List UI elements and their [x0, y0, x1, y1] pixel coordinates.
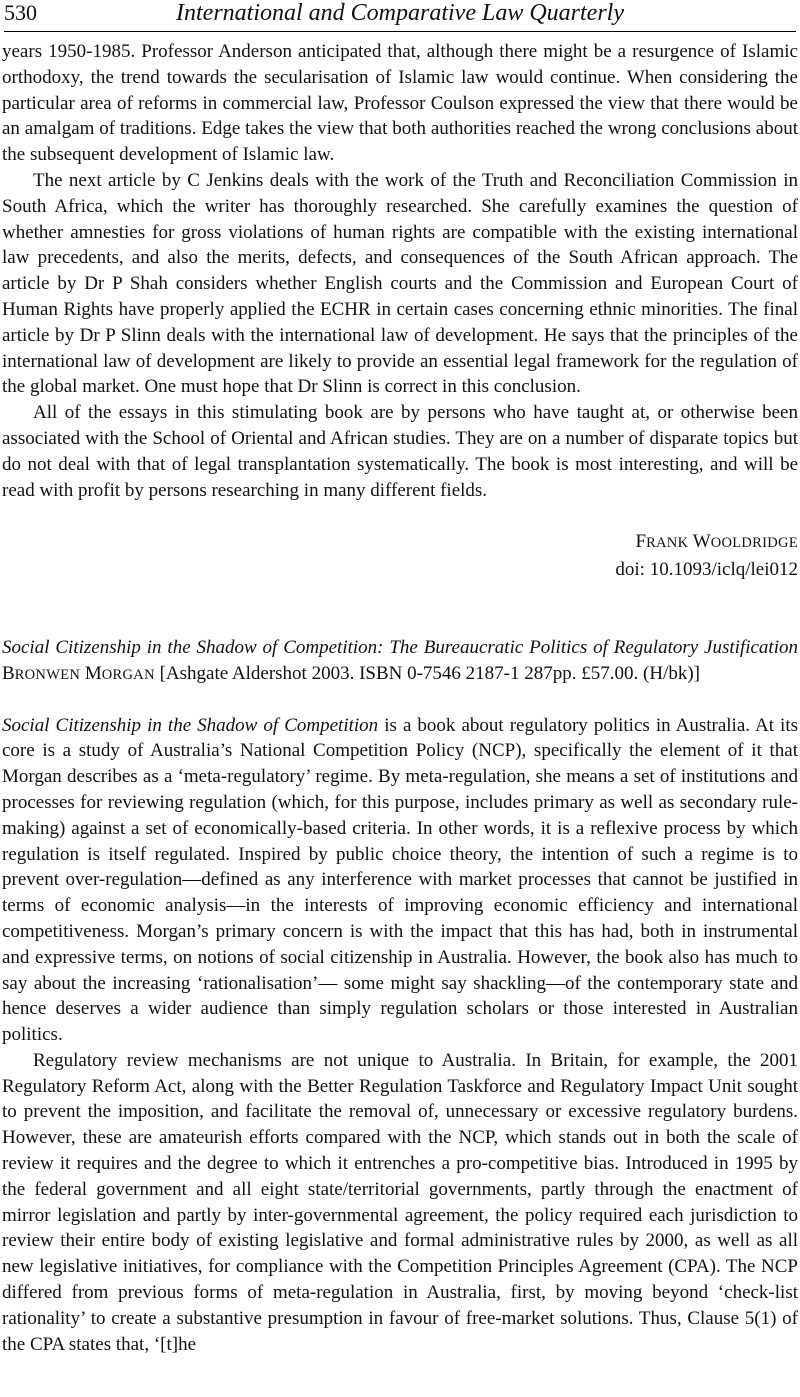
book-author-first-initial: B: [2, 662, 15, 684]
review1-paragraph-2: The next article by C Jenkins deals with the work of the Truth and Reconciliation Commission in South Africa, which the writer has thoroughly researched. She carefully examines the question of whether amnesties for gross violations of human rights are compatible with the existing international law precedents, and also the merits, defects, and consequences of the South African approach. The article by Dr P Shah considers whether English courts and the Commission and European Court of Human Rights have properly applied the ECHR in certain cases concerning ethnic minorities. The final article by Dr P Slinn deals with the international law of development. He says that the principles of the international law of development are likely to provide an essential legal framework for the regulation of the global market. One must hope that Dr Slinn is correct in this conclusion.: [2, 169, 798, 398]
reviewer-first-initial: F: [635, 531, 647, 553]
page-body: [2, 39, 798, 1357]
review1-doi: doi: 10.1093/iclq/lei012: [615, 559, 798, 581]
reviewer-last-rest: OOLDRIDGE: [710, 535, 798, 552]
review2-paragraph-1: [2, 713, 798, 1048]
review2-paragraph-1-title: Social Citizenship in the Shadow of Competition: [2, 714, 379, 736]
reviewer-last-initial: W: [692, 531, 711, 553]
header-rule: [4, 31, 796, 32]
review2-heading: [2, 635, 798, 689]
reviewer-name: [2, 529, 798, 557]
page-number: 530: [4, 0, 37, 25]
publication-details: [Ashgate Aldershot 2003. ISBN 0-7546 2187-1 287pp. £57.00. (H/bk)]: [159, 662, 700, 684]
running-header: [4, 0, 796, 30]
book-author-first-rest: RONWEN: [14, 666, 81, 683]
review1-paragraph-3: All of the essays in this stimulating book are by persons who have taught at, or otherwise been associated with the School of Oriental and African studies. They are on a number of disparate topics but do not deal with that of legal transplantation systematically. The book is most interesting, and will be read with profit by persons researching in many different fields.: [2, 402, 798, 501]
book-title: Social Citizenship in the Shadow of Competition: The Bureaucratic Politics of Regulatory Justification: [2, 636, 798, 658]
review1-paragraph-1: years 1950-1985. Professor Anderson anticipated that, although there might be a resurgence of Islamic orthodoxy, the trend towards the secularisation of Islamic law would continue. When considering the particular area of reforms in commercial law, Professor Coulson expressed the view that there would be an amalgam of traditions. Edge takes the view that both authorities reached the wrong conclusions about the subsequent development of Islamic law.: [2, 41, 798, 166]
reviewer-first-rest: RANK: [646, 535, 689, 552]
review2-paragraph-2: Regulatory review mechanisms are not unique to Australia. In Britain, for example, the 2001 Regulatory Reform Act, along with the Better Regulation Taskforce and Regulatory Impact Unit sought to prevent the imposition, and facilitate the removal of, unnecessary or excessive regulatory burdens. However, these are amateurish efforts compared with the NCP, which stands out in both the scale of review it requires and the degree to which it entrenches a pro-competitive bias. Introduced in 1995 by the federal government and all eight state/territorial governments, partly through the enactment of mirror legislation and partly by inter-governmental agreement, the policy required each jurisdiction to review their entire body of existing legislative and formal administrative rules by 2000, as well as all new legislative initiatives, for compliance with the Competition Principles Agreement (CPA). The NCP differed from previous forms of meta-regulation in Australia, first, by moving beyond ‘check-list rationality’ to create a substantive presumption in favour of free-market solutions. Thus, Clause 5(1) of the CPA states that, ‘[t]he: [2, 1049, 798, 1355]
book-author-last-initial: M: [84, 662, 102, 684]
journal-title: International and Comparative Law Quarterly: [176, 0, 624, 26]
review2-paragraph-1-text: is a book about regulatory politics in Australia. At its core is a study of Australia’s National Competition Policy (NCP), specifically the element of it that Morgan describes as a ‘meta-regulatory’ regime. By meta-regulation, she means a set of institutions and processes for reviewing regulation (which, for this purpose, includes primary as well as secondary rule-making) against a set of economically-based criteria. In other words, it is a reflexive process by which regulation is itself regulated. Inspired by public choice theory, the intention of such a regime is to prevent over-regulation—defined as any interference with market processes that cannot be justified in terms of economic analysis—in the interests of improving economic efficiency and international competitiveness. Morgan’s primary concern is with the impact that this has had, both in instrumental and expressive terms, on notions of social citizenship in Australia. However, the book also has much to say about the increasing ‘rationalisation’— some might say shackling—of the contemporary state and hence deserves a wider audience than simply regulation scholars or those interested in Australian politics.: [2, 714, 798, 1046]
book-author-last-rest: ORGAN: [101, 666, 155, 683]
